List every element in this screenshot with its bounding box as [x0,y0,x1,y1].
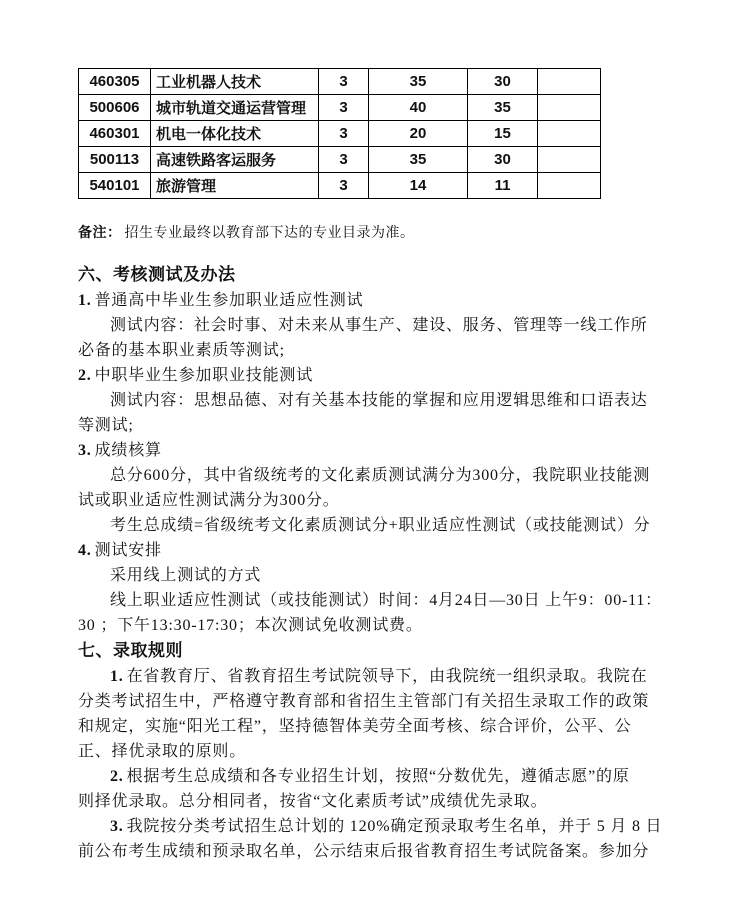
text-line [78,689,678,714]
table-cell-col3: 3 [319,173,369,199]
section-heading: 七、录取规则 [78,641,183,660]
table-cell-col6 [538,173,601,199]
text-line [78,739,678,764]
line-text: 中职毕业生参加职业技能测试 [94,367,314,384]
table-cell-col3: 3 [319,69,369,95]
text-line [78,814,678,839]
table-cell-col5: 30 [468,69,538,95]
table-cell-col5: 30 [468,147,538,173]
list-number: 3. [110,818,124,835]
table-row [79,121,601,147]
table-cell-name: 工业机器人技术 [151,69,319,95]
text-line [78,563,678,588]
table-cell-col4: 35 [369,69,468,95]
table-cell-code: 540101 [79,173,151,199]
table-cell-col3: 3 [319,95,369,121]
table-cell-code: 500113 [79,147,151,173]
table-cell-col6 [538,147,601,173]
text-line [78,789,678,814]
line-text: 成绩核算 [94,442,162,459]
text-line [78,513,678,538]
text-line [78,613,678,638]
table-row [79,173,601,199]
table-cell-code: 460301 [79,121,151,147]
table-cell-col4: 20 [369,121,468,147]
table-cell-code: 500606 [79,95,151,121]
table-cell-col6 [538,69,601,95]
text-line [78,839,678,864]
document-body [78,221,678,864]
list-number: 3. [78,442,92,459]
text-line [78,588,678,613]
text-line [78,463,678,488]
line-text: 测试安排 [94,542,162,559]
text-line [78,313,678,338]
list-number: 4. [78,542,92,559]
line-text: 等测试; [78,417,134,434]
line-text: 则择优录取。总分相同者，按省“文化素质考试”成绩优先录取。 [78,793,548,810]
line-text: 线上职业适应性测试（或技能测试）时间：4月24日—30日 上午9：00-11： [110,592,662,609]
table-cell-col6 [538,121,601,147]
text-line [78,388,678,413]
line-text: 普通高中毕业生参加职业适应性测试 [94,292,364,309]
line-text: 试或职业适应性测试满分为300分。 [78,492,340,509]
text-line [78,413,678,438]
text-line [78,764,678,789]
table-cell-col5: 11 [468,173,538,199]
text-line [78,538,678,563]
text-line [78,714,678,739]
text-line [78,488,678,513]
list-number: 1. [78,292,92,309]
list-number: 2. [110,768,124,785]
text-line [78,288,678,313]
line-text: 必备的基本职业素质等测试; [78,342,285,359]
line-text: 正、择优录取的原则。 [78,743,247,760]
line-text: 测试内容：思想品德、对有关基本技能的掌握和应用逻辑思维和口语表达 [110,392,648,409]
line-text: 分类考试招生中，严格遵守教育部和省招生主管部门有关招生录取工作的政策 [78,693,650,710]
table-cell-col5: 35 [468,95,538,121]
table-cell-name: 旅游管理 [151,173,319,199]
table-row [79,69,601,95]
text-line [78,438,678,463]
table-cell-col3: 3 [319,121,369,147]
text-line [78,363,678,388]
line-text: 我院按分类考试招生总计划的 120%确定预录取考生名单，并于 5 月 8 日 [126,818,663,835]
table-cell-name: 城市轨道交通运营管理 [151,95,319,121]
note-line [78,221,678,246]
table-cell-name: 机电一体化技术 [151,121,319,147]
table-cell-col4: 14 [369,173,468,199]
line-text: 30 ；下午13:30-17:30；本次测试免收测试费。 [78,617,423,634]
line-text: 采用线上测试的方式 [110,567,262,584]
line-text: 和规定，实施“阳光工程”，坚持德智体美劳全面考核、综合评价，公平、公 [78,718,632,735]
table-cell-code: 460305 [79,69,151,95]
line-text: 在省教育厅、省教育招生考试院领导下，由我院统一组织录取。我院在 [126,668,648,685]
line-text: 总分600分，其中省级统考的文化素质测试满分为300分，我院职业技能测 [110,467,651,484]
line-text: 招生专业最终以教育部下达的专业目录为准。 [124,226,415,241]
list-number: 2. [78,367,92,384]
line-text: 测试内容：社会时事、对未来从事生产、建设、服务、管理等一线工作所 [110,317,648,334]
list-number: 1. [110,668,124,685]
table-cell-col3: 3 [319,147,369,173]
text-line [78,664,678,689]
text-line [78,338,678,363]
table-cell-col4: 40 [369,95,468,121]
program-plan-table [78,68,601,199]
table-cell-col6 [538,95,601,121]
note-label: 备注： [78,226,122,241]
table-cell-col5: 15 [468,121,538,147]
program-table-body [79,69,601,199]
table-cell-name: 高速铁路客运服务 [151,147,319,173]
table-row [79,95,601,121]
section-heading: 六、考核测试及办法 [78,265,236,284]
line-text: 考生总成绩=省级统考文化素质测试分+职业适应性测试（或技能测试）分 [110,517,651,534]
table-row [79,147,601,173]
line-text: 前公布考生成绩和预录取名单，公示结束后报省教育招生考试院备案。参加分 [78,843,650,860]
line-text: 根据考生总成绩和各专业招生计划，按照“分数优先，遵循志愿”的原 [126,768,630,785]
table-cell-col4: 35 [369,147,468,173]
